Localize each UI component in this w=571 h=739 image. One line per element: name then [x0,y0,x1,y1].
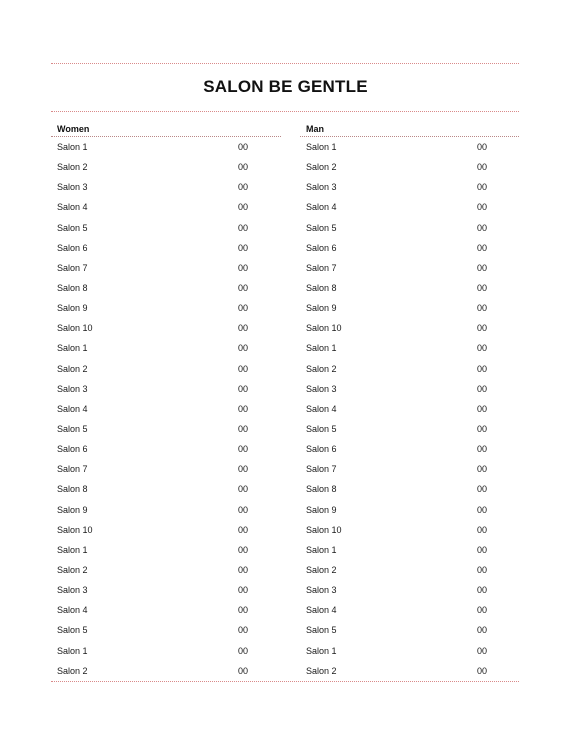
salon-value: 00 [238,585,249,596]
salon-name: Salon 9 [57,303,88,314]
salon-value: 00 [238,524,249,535]
salon-name: Salon 8 [306,484,337,495]
salon-value: 00 [238,444,249,455]
salon-name: Salon 1 [306,142,337,152]
men-header: Man [300,122,519,137]
salon-value: 00 [477,242,488,253]
men-row [300,379,519,399]
salon-name: Salon 9 [57,504,88,515]
women-row [51,177,281,197]
salon-value: 00 [238,202,249,213]
women-row [51,500,281,520]
men-row [300,641,519,661]
salon-name: Salon 2 [57,363,88,374]
women-row [51,560,281,580]
men-row [300,459,519,479]
men-row [300,540,519,560]
salon-value: 00 [477,303,488,314]
salon-name: Salon 5 [57,222,88,233]
men-row [300,238,519,258]
salon-value: 00 [477,564,488,575]
salon-value: 00 [477,444,488,455]
salon-name: Salon 6 [57,242,88,253]
women-row [51,600,281,620]
salon-value: 00 [477,645,488,656]
men-column [300,122,519,681]
women-row [51,580,281,600]
salon-value: 00 [238,464,249,475]
salon-value: 00 [238,182,249,193]
salon-name: Salon 1 [306,544,337,555]
salon-name: Salon 4 [306,403,337,414]
document-title: SALON BE GENTLE [203,77,368,96]
salon-value: 00 [238,423,249,434]
men-row [300,439,519,459]
salon-name: Salon 2 [57,162,88,173]
men-row [300,580,519,600]
salon-name: Salon 8 [306,282,337,293]
salon-value: 00 [477,323,488,334]
salon-value: 00 [238,605,249,616]
men-row [300,359,519,379]
salon-value: 00 [238,564,249,575]
salon-name: Salon 3 [306,585,337,596]
women-row [51,439,281,459]
men-row [300,479,519,499]
men-row [300,520,519,540]
salon-value: 00 [477,202,488,213]
salon-name: Salon 1 [306,343,337,354]
salon-name: Salon 5 [57,625,88,636]
women-row [51,318,281,338]
salon-value: 00 [238,303,249,314]
salon-value: 00 [238,282,249,293]
salon-name: Salon 5 [306,625,337,636]
women-row [51,218,281,238]
salon-name: Salon 1 [57,343,88,354]
men-row [300,298,519,318]
salon-value: 00 [477,464,488,475]
salon-value: 00 [238,142,249,152]
salon-name: Salon 10 [57,323,93,334]
women-row [51,137,281,157]
salon-value: 00 [477,343,488,354]
salon-name: Salon 10 [57,524,93,535]
women-list [51,137,281,681]
salon-value: 00 [477,544,488,555]
salon-value: 00 [477,363,488,374]
men-row [300,157,519,177]
salon-name: Salon 6 [306,242,337,253]
salon-value: 00 [477,403,488,414]
salon-value: 00 [477,423,488,434]
salon-name: Salon 5 [306,423,337,434]
salon-value: 00 [477,282,488,293]
salon-name: Salon 3 [306,383,337,394]
salon-name: Salon 10 [306,524,342,535]
salon-name: Salon 4 [306,605,337,616]
salon-value: 00 [238,222,249,233]
salon-value: 00 [238,242,249,253]
salon-value: 00 [238,323,249,334]
women-row [51,459,281,479]
women-header: Women [51,122,281,137]
men-row [300,661,519,681]
salon-name: Salon 4 [57,202,88,213]
salon-name: Salon 1 [57,544,88,555]
salon-name: Salon 2 [57,564,88,575]
men-row [300,560,519,580]
men-row [300,419,519,439]
salon-name: Salon 7 [57,262,88,273]
women-row [51,540,281,560]
women-column [51,122,281,681]
men-row [300,278,519,298]
salon-name: Salon 4 [57,403,88,414]
salon-name: Salon 5 [57,423,88,434]
salon-value: 00 [477,665,488,676]
salon-value: 00 [477,504,488,515]
salon-value: 00 [238,484,249,495]
salon-value: 00 [238,162,249,173]
men-row [300,620,519,640]
salon-name: Salon 4 [306,202,337,213]
bottom-divider [51,681,519,682]
salon-value: 00 [238,343,249,354]
salon-value: 00 [238,645,249,656]
men-row [300,318,519,338]
women-row [51,641,281,661]
women-row [51,419,281,439]
salon-value: 00 [477,262,488,273]
salon-name: Salon 2 [306,162,337,173]
salon-name: Salon 9 [306,303,337,314]
men-row [300,258,519,278]
women-row [51,197,281,217]
women-row [51,620,281,640]
salon-name: Salon 7 [306,464,337,475]
men-row [300,338,519,358]
salon-name: Salon 6 [57,444,88,455]
women-row [51,359,281,379]
women-row [51,298,281,318]
salon-name: Salon 2 [306,665,337,676]
salon-name: Salon 3 [57,585,88,596]
salon-name: Salon 9 [306,504,337,515]
salon-name: Salon 6 [306,444,337,455]
men-row [300,600,519,620]
salon-value: 00 [238,504,249,515]
salon-name: Salon 1 [306,645,337,656]
salon-value: 00 [238,262,249,273]
salon-name: Salon 7 [306,262,337,273]
salon-name: Salon 4 [57,605,88,616]
salon-value: 00 [477,142,488,152]
salon-value: 00 [238,625,249,636]
men-row [300,399,519,419]
salon-name: Salon 8 [57,282,88,293]
salon-value: 00 [477,605,488,616]
women-row [51,379,281,399]
women-row [51,661,281,681]
salon-value: 00 [238,403,249,414]
salon-name: Salon 3 [57,383,88,394]
salon-name: Salon 2 [57,665,88,676]
men-row [300,500,519,520]
women-row [51,278,281,298]
salon-value: 00 [238,665,249,676]
salon-name: Salon 8 [57,484,88,495]
salon-name: Salon 5 [306,222,337,233]
women-row [51,258,281,278]
men-row [300,177,519,197]
salon-value: 00 [477,484,488,495]
title-divider [51,111,519,112]
salon-value: 00 [477,585,488,596]
men-row [300,137,519,157]
salon-name: Salon 2 [306,564,337,575]
salon-value: 00 [477,524,488,535]
salon-value: 00 [477,625,488,636]
salon-name: Salon 2 [306,363,337,374]
salon-name: Salon 10 [306,323,342,334]
women-row [51,157,281,177]
women-row [51,338,281,358]
salon-name: Salon 1 [57,142,88,152]
salon-value: 00 [477,162,488,173]
salon-value: 00 [238,383,249,394]
salon-value: 00 [477,383,488,394]
salon-value: 00 [238,544,249,555]
top-divider [51,63,519,64]
men-row [300,197,519,217]
salon-name: Salon 7 [57,464,88,475]
salon-value: 00 [477,222,488,233]
women-row [51,238,281,258]
salon-name: Salon 3 [306,182,337,193]
women-row [51,399,281,419]
men-row [300,218,519,238]
salon-value: 00 [238,363,249,374]
salon-name: Salon 1 [57,645,88,656]
women-row [51,479,281,499]
men-list [300,137,519,681]
women-row [51,520,281,540]
salon-value: 00 [477,182,488,193]
salon-name: Salon 3 [57,182,88,193]
